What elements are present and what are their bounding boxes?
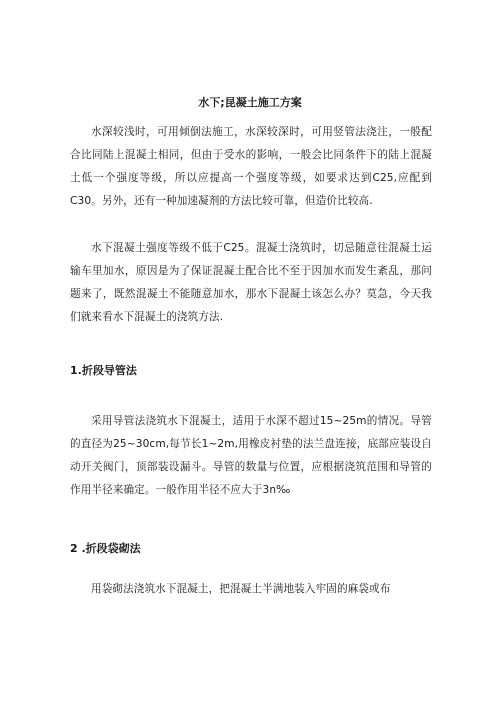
section-1-heading: 1.折段导管法 <box>70 364 137 377</box>
section-2-heading: 2 .折段袋砌法 <box>70 542 141 555</box>
document-title: 水下;昆凝土施工方案 <box>198 96 302 109</box>
intro-paragraph: 水深较浅时，可用倾倒法施工，水深较深时，可用竖管法浇注，一般配合比同陆上混凝土相同，但由于受水的影响，一般会比同条件下的陆上混凝土低一个强度等级，所以应提高一个强度等级，如要求达到C25,应配到C30。另外，还有一种加速凝剂的方法比较可靠，但造价比较高. <box>70 126 432 207</box>
section-1-paragraph: 采用导管法浇筑水下混凝土，适用于水深不超过15~25m的情况。导管的直径为25~30cm,每节长1~2m,用橡皮衬垫的法兰盘连接，底部应装设自动开关阀门，顶部装设漏斗。导管的数量与位置，应根据浇筑范围和导管的作用半径来确定。一般作用半径不应大于3n‰ <box>70 415 432 496</box>
section-2-paragraph: 用袋砌法浇筑水下混凝土，把混凝土半满地装入牢固的麻袋或布 <box>91 583 391 595</box>
strength-paragraph: 水下混凝土强度等级不低于C25。混凝土浇筑时，切忌随意往混凝土运输车里加水，原因是为了保证混凝土配合比不至于因加水而发生紊乱，那问题来了，既然混凝土不能随意加水，那水下混凝土该怎么办？莫急，今天我们就来看水下混凝土的浇筑方法. <box>70 242 432 323</box>
